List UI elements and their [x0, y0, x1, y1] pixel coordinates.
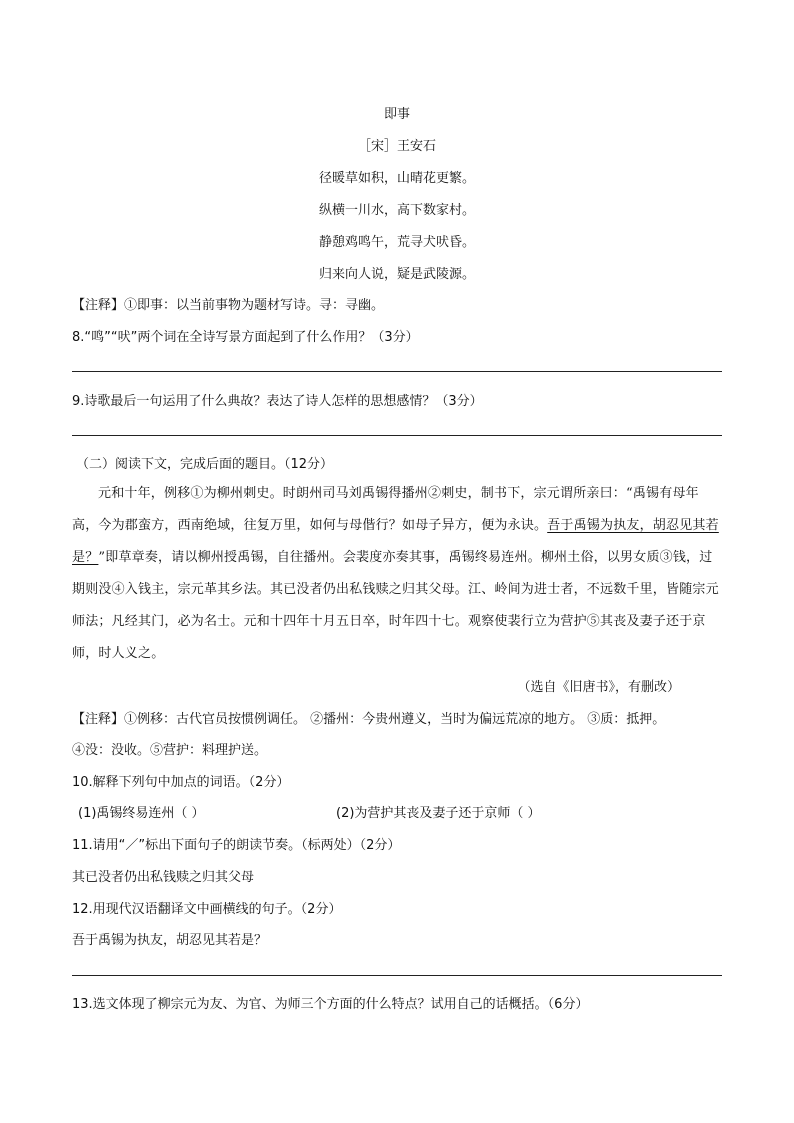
poem-line-4: 归来向人说，疑是武陵源。 [318, 267, 475, 282]
underlined-sentence: 吾于禹锡为执友，胡忍见其若是？ [72, 518, 719, 565]
question-11-sentence: 其已没者仍出私钱赎之归其父母 [72, 870, 255, 885]
question-10-item-1: (1)禹锡终易连州（ ） [78, 806, 205, 821]
question-10: 10.解释下列句中加点的词语。（2分） [72, 775, 290, 790]
question-8: 8.“鸣”“吠”两个词在全诗写景方面起到了什么作用？（3分） [72, 330, 419, 345]
passage-note-2: ④没：没收。⑤营护：料理护送。 [72, 743, 268, 758]
passage-note-1: 【注释】①例移：古代官员按惯例调任。 ②播州：今贵州遵义，当时为偏远荒凉的地方。 ③质：抵押。 [72, 712, 666, 727]
passage-source: （选自《旧唐书》，有删改） [517, 680, 680, 695]
passage [72, 478, 724, 670]
question-12-sentence: 吾于禹锡为执友，胡忍见其若是？ [72, 933, 268, 948]
poem-note: 【注释】①即事：以当前事物为题材写诗。寻：寻幽。 [72, 298, 385, 313]
answer-line-q12[interactable] [72, 975, 722, 976]
poem-line-3: 静憩鸡鸣午，荒寻犬吠昏。 [318, 235, 475, 250]
poem-title: 即事 [383, 107, 410, 122]
question-10-item-2: (2)为营护其丧及妻子还于京师（ ） [336, 806, 541, 821]
poem-author: ［宋］王安石 [357, 139, 436, 154]
section-2-heading: （二）阅读下文，完成后面的题目。（12分） [76, 457, 334, 472]
passage-text-a: 元和十年，例移①为柳州刺史。时朗州司马刘禹锡得播州②刺史，制书下，宗元谓所亲曰：“禹锡有母年高，今为郡蛮方，西南绝域，往复万里，如何与母偕行？如母子异方，便为永诀。 [72, 486, 699, 533]
passage-paragraph [72, 478, 724, 670]
question-12: 12.用现代汉语翻译文中画横线的句子。（2分） [72, 902, 342, 917]
poem-line-2: 纵横一川水，高下数家村。 [318, 203, 475, 218]
question-9: 9.诗歌最后一句运用了什么典故？表达了诗人怎样的思想感情？（3分） [72, 394, 483, 409]
answer-line-q8[interactable] [72, 371, 722, 372]
question-13: 13.选文体现了柳宗元为友、为官、为师三个方面的什么特点？试用自己的话概括。（6分） [72, 997, 589, 1012]
passage-text-b: ”即草章奏，请以柳州授禹锡，自往播州。会裴度亦奏其事，禹锡终易连州。柳州土俗，以男女质③钱，过期则没④入钱主，宗元革其乡法。其已没者仍出私钱赎之归其父母。江、岭间为进士者，不远数千里，皆随宗元师法；凡经其门，必为名士。元和十四年十月五日卒，时年四十七。观察使裴行立为营护⑤其丧及妻子还于京师，时人义之。 [72, 550, 719, 661]
poem-line-1: 径暖草如积，山晴花更繁。 [318, 171, 475, 186]
question-11: 11.请用“／”标出下面句子的朗读节奏。（标两处）（2分） [72, 838, 401, 853]
answer-line-q9[interactable] [72, 435, 722, 436]
